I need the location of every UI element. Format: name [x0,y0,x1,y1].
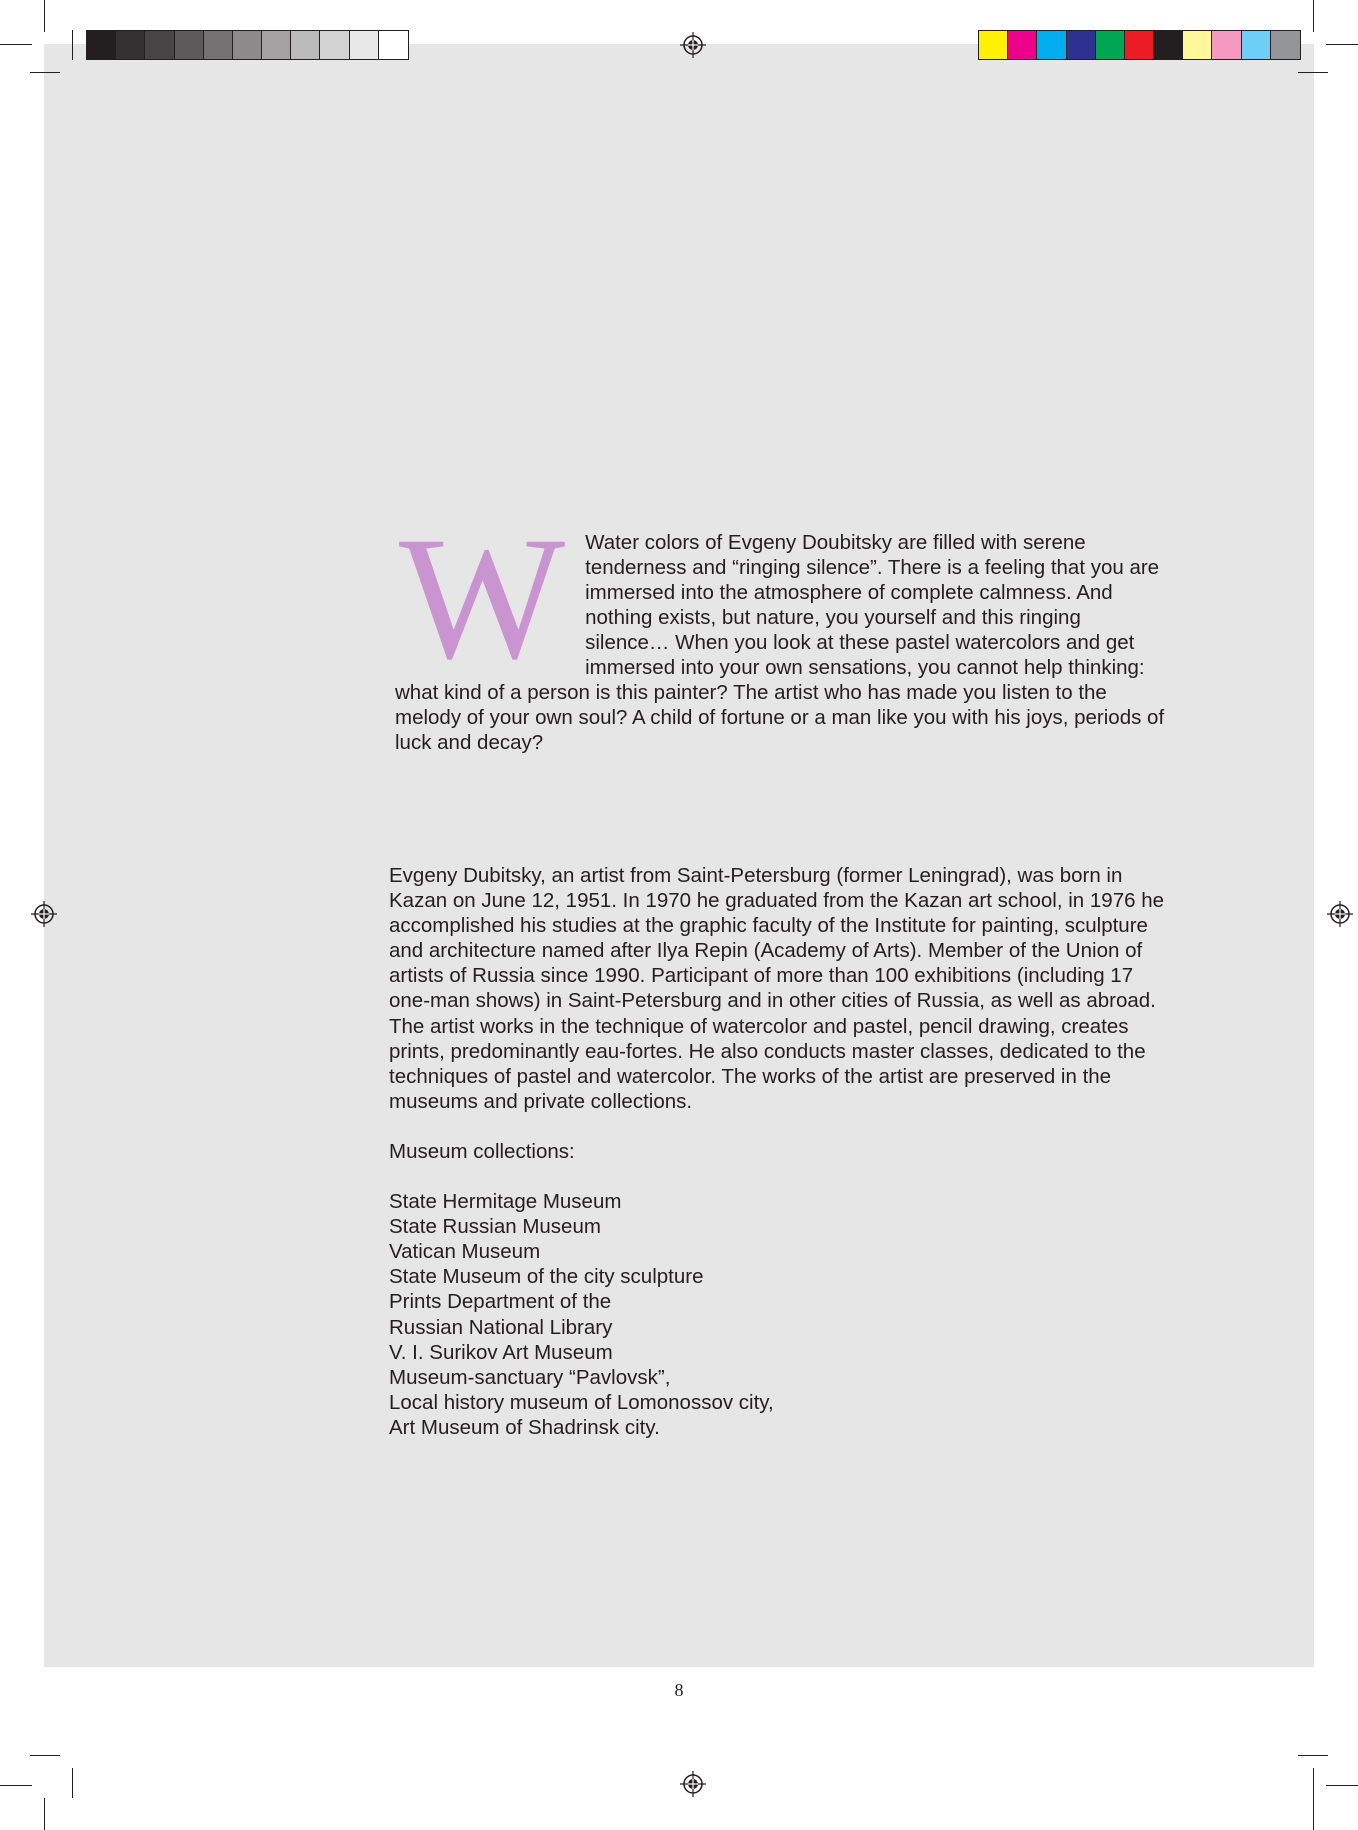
registration-target-icon [680,1771,706,1797]
color-swatch [1125,31,1154,59]
crop-mark-bottom-left-v2 [72,1768,73,1798]
intro-paragraph [395,501,1165,755]
crop-mark-top-left-v2 [72,30,73,60]
gray-swatch [350,31,379,59]
gray-swatch [175,31,204,59]
registration-target-icon [680,32,706,58]
crop-mark-bottom-right-h2 [1298,1755,1328,1756]
list-item: Local history museum of Lomonossov city, [389,1390,774,1414]
gray-swatch [379,31,408,59]
crop-mark-bottom-left-v [44,1798,45,1830]
page-number: 8 [674,1680,684,1700]
list-item: Art Museum of Shadrinsk city. [389,1415,660,1439]
gray-swatch [320,31,349,59]
gray-swatch [204,31,233,59]
list-item: Russian National Library [389,1315,613,1339]
color-swatch [979,31,1008,59]
crop-mark-bottom-left-h [0,1785,32,1786]
biography-text: Evgeny Dubitsky, an artist from Saint-Petersburg (former Leningrad), was born in Kazan on June 12, 1951. In 1970 he graduated from the Kazan art school, in 1976 he accomplished his studies at the graphic faculty of the Institute for painting, sculpture and architecture named after Ilya Repin (Academy of Arts). Member of the Union of artists of Russia since 1990. Participant of more than 100 exhibitions (including 17 one-man shows) in Saint-Petersburg and in other cities of Russia, as well as abroad. The artist works in the technique of watercolor and pastel, pencil drawing, creates prints, predominantly eau-fortes. He also conducts master classes, dedicated to the techniques of pastel and watercolor. The works of the artist are preserved in the museums and private collections. [389,864,1165,1113]
color-swatch [1183,31,1212,59]
color-swatch [1212,31,1241,59]
color-swatch [1154,31,1183,59]
gray-swatch [116,31,145,59]
crop-mark-top-right-h2 [1298,72,1328,73]
biography-section [389,863,1179,1440]
process-color-bar [978,30,1301,60]
list-item: Museum-sanctuary “Pavlovsk”, [389,1365,671,1389]
gray-swatch [87,31,116,59]
crop-mark-top-right-v [1313,0,1314,32]
gray-swatch [291,31,320,59]
list-item: State Russian Museum [389,1215,601,1239]
drop-cap: W [399,501,566,696]
grayscale-color-bar [86,30,409,60]
crop-mark-bottom-left-h2 [30,1755,60,1756]
list-item: Vatican Museum [389,1240,541,1264]
color-swatch [1271,31,1300,59]
color-swatch [1242,31,1271,59]
gray-swatch [145,31,174,59]
crop-mark-top-right-h [1326,44,1358,45]
list-item: State Hermitage Museum [389,1190,622,1214]
registration-target-icon [1327,901,1353,927]
list-item: V. I. Surikov Art Museum [389,1340,613,1364]
crop-mark-top-left-v [44,0,45,32]
intro-text: Water colors of Evgeny Doubitsky are filled with serene tenderness and “ringing silence”. There is a feeling that you are immersed into the atmosphere of complete calmness. And nothing exists, but nature, you yourself and this ringing silence… When you look at these pastel watercolors and get immersed into your own sensations, you cannot help thinking: what kind of a person is this painter? The artist who has made you listen to the melody of your own soul? A child of fortune or a man like you with his joys, periods of luck and decay? [395,531,1165,754]
color-swatch [1067,31,1096,59]
crop-mark-bottom-right-v2 [1313,1768,1314,1798]
color-swatch [1096,31,1125,59]
list-item: Prints Department of the [389,1290,612,1314]
crop-mark-top-left-h2 [30,72,60,73]
crop-mark-bottom-right-h [1326,1785,1358,1786]
crop-mark-top-left-h [0,44,32,45]
museum-list [389,1189,1179,1440]
crop-mark-bottom-right-v [1313,1798,1314,1830]
registration-target-icon [31,901,57,927]
museum-collections-heading: Museum collections: [389,1139,575,1163]
list-item: State Museum of the city sculpture [389,1265,704,1289]
gray-swatch [233,31,262,59]
gray-swatch [262,31,291,59]
color-swatch [1037,31,1066,59]
color-swatch [1008,31,1037,59]
